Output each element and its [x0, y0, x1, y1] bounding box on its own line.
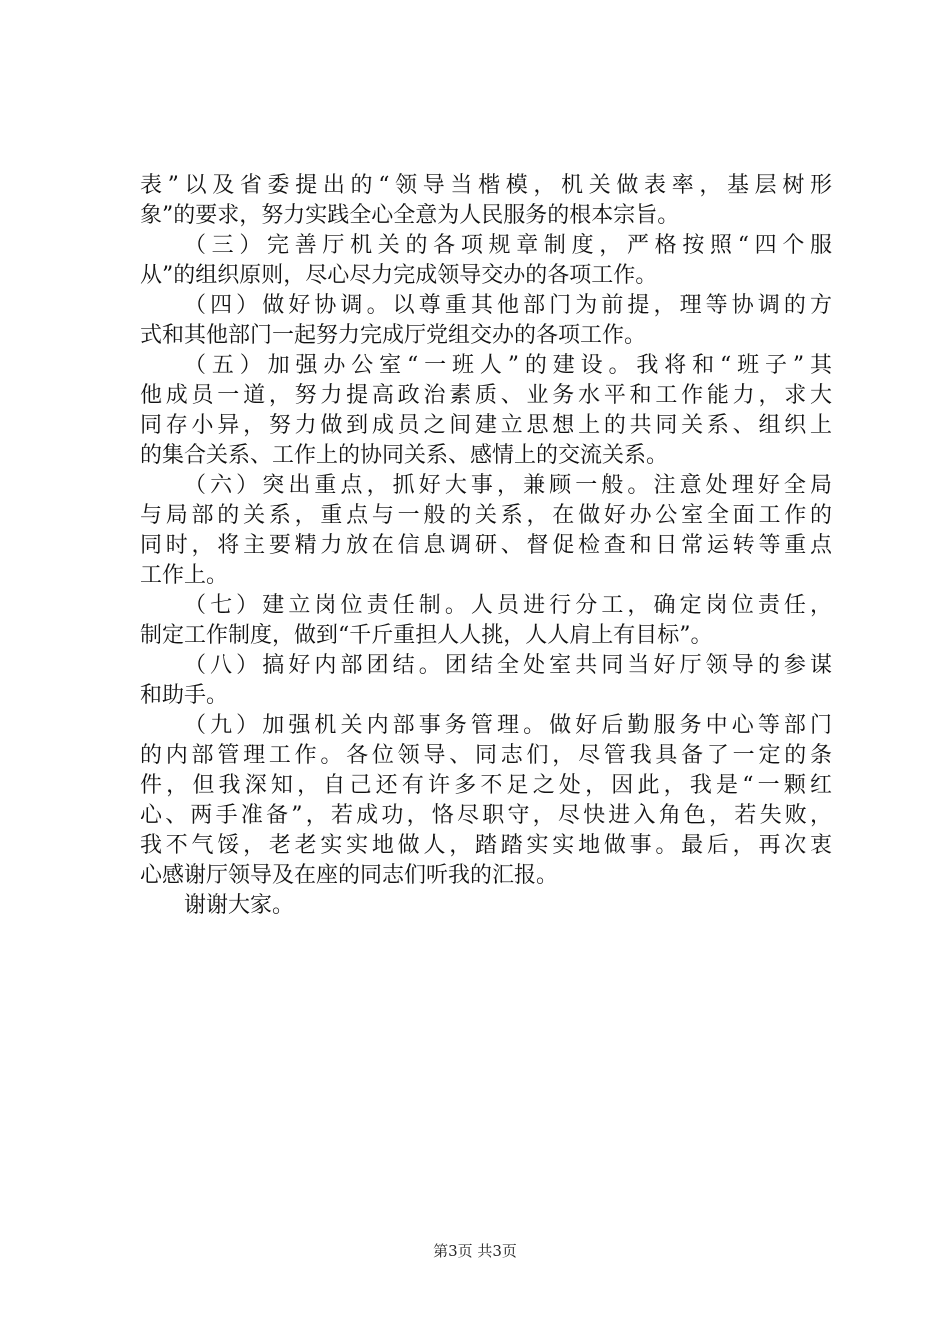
text-line: 的内部管理工作。各位领导、同志们，尽管我具备了一定的条: [140, 743, 832, 768]
body-text: [140, 171, 832, 921]
text-line: 工作上。: [140, 563, 229, 588]
text-line: 式和其他部门一起努力完成厅党组交办的各项工作。: [140, 323, 647, 348]
text-line: （三）完善厅机关的各项规章制度，严格按照“四个服: [184, 233, 832, 258]
page-footer: 第3页 共3页: [433, 1242, 517, 1260]
text-line: （六）突出重点，抓好大事，兼顾一般。注意处理好全局: [184, 473, 832, 498]
text-line: 心感谢厅领导及在座的同志们听我的汇报。: [140, 863, 559, 888]
text-line: 谢谢大家。: [184, 893, 295, 918]
text-line: 同存小异，努力做到成员之间建立思想上的共同关系、组织上: [140, 413, 832, 438]
text-line: （七）建立岗位责任制。人员进行分工，确定岗位责任，: [184, 593, 832, 618]
text-line: 件，但我深知，自己还有许多不足之处，因此，我是“一颗红: [140, 773, 832, 798]
text-line: 他成员一道，努力提高政治素质、业务水平和工作能力，求大: [140, 383, 832, 408]
text-line: 我不气馁，老老实实地做人，踏踏实实地做事。最后，再次衷: [140, 833, 832, 858]
text-line: （五）加强办公室“一班人”的建设。我将和“班子”其: [184, 353, 832, 378]
text-line: 制定工作制度，做到“千斤重担人人挑，人人肩上有目标”。: [140, 623, 713, 648]
text-line: 和助手。: [140, 683, 229, 708]
text-line: 与局部的关系，重点与一般的关系，在做好办公室全面工作的: [140, 503, 832, 528]
text-line: 从”的组织原则，尽心尽力完成领导交办的各项工作。: [140, 263, 658, 288]
text-line: 象”的要求，努力实践全心全意为人民服务的根本宗旨。: [140, 203, 680, 228]
text-line: （四）做好协调。以尊重其他部门为前提，理等协调的方: [184, 293, 832, 318]
text-line: 的集合关系、工作上的协同关系、感情上的交流关系。: [140, 443, 669, 468]
text-line: 表”以及省委提出的“领导当楷模，机关做表率，基层树形: [140, 173, 832, 198]
text-line: （九）加强机关内部事务管理。做好后勤服务中心等部门: [184, 713, 832, 738]
text-line: 心、两手准备”，若成功，恪尽职守，尽快进入角色，若失败，: [140, 803, 832, 828]
text-line: （八）搞好内部团结。团结全处室共同当好厅领导的参谋: [184, 653, 832, 678]
text-line: 同时，将主要精力放在信息调研、督促检查和日常运转等重点: [140, 533, 832, 558]
